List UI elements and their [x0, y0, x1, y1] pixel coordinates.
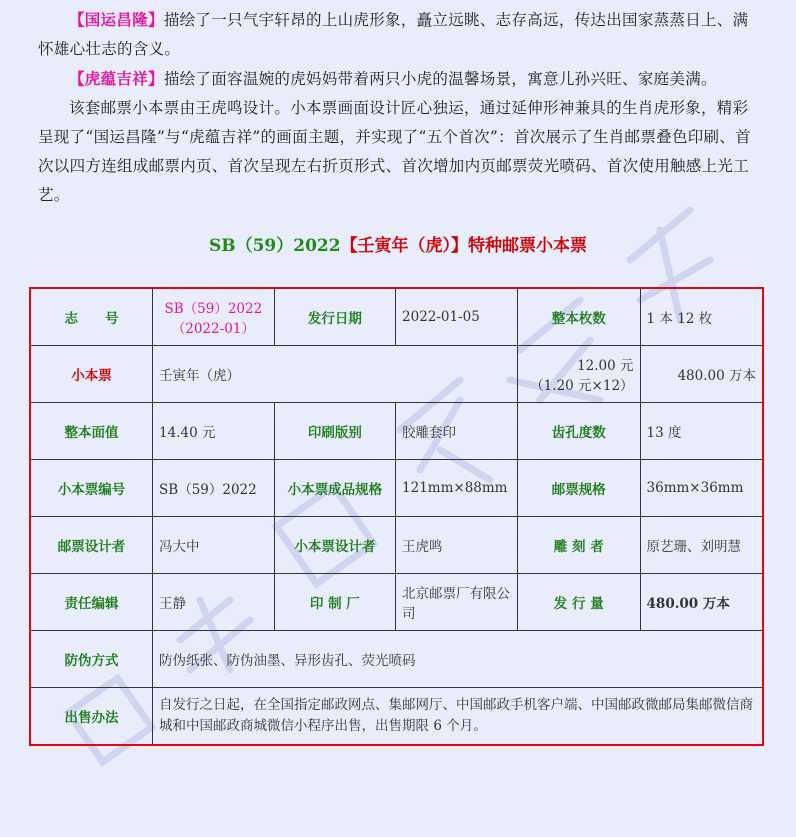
label-booklet: 小本票 — [30, 346, 153, 403]
label-issue-date: 发行日期 — [274, 288, 395, 346]
value-booklet-price — [517, 346, 640, 403]
label-stamp-designer: 邮票设计者 — [30, 517, 153, 574]
value-editor: 王静 — [153, 574, 275, 631]
value-anti-counterfeit: 防伪纸张、防伪油墨、异形齿孔、荧光喷码 — [153, 631, 763, 688]
stamp-info-table — [29, 287, 764, 746]
value-booklet-size: 121mm×88mm — [396, 460, 518, 517]
label-count: 整本枚数 — [517, 288, 640, 346]
title-prefix: SB（59）2022 — [208, 236, 341, 256]
label-print-method: 印刷版别 — [274, 403, 395, 460]
intro-paragraph-2 — [0, 64, 796, 94]
label-anti-counterfeit: 防伪方式 — [30, 631, 153, 688]
price-detail: （1.20 元×12） — [530, 378, 634, 394]
table-row — [30, 688, 763, 746]
intro-paragraph-3: 该套邮票小本票由王虎鸣设计。小本票画面设计匠心独运，通过延伸形神兼具的生肖虎形象，精彩呈现了“国运昌隆”与“虎蕴吉祥”的画面主题，并实现了“五个首次”：首次展示了生肖邮票叠色印刷、首次以四方连组成邮票内页、首次呈现左右折页形式、首次增加内页邮票荧光喷码、首次使用触感上光工艺。 — [38, 99, 751, 204]
table-row — [30, 346, 763, 403]
label-circulation: 发 行 量 — [517, 574, 640, 631]
serial-main: SB（59）2022 — [164, 301, 263, 317]
label-printer: 印 制 厂 — [274, 574, 395, 631]
serial-sub: （2022-01） — [171, 321, 255, 337]
label-stamp-size: 邮票规格 — [517, 460, 640, 517]
label-serial: 志 号 — [30, 288, 153, 346]
value-circulation: 480.00 万本 — [640, 574, 763, 631]
label-face-value: 整本面值 — [30, 403, 153, 460]
value-booklet-name: 壬寅年（虎） — [153, 346, 518, 403]
label-engraver: 雕 刻 者 — [517, 517, 640, 574]
table-row — [30, 517, 763, 574]
value-booklet-volume: 480.00 万本 — [640, 346, 763, 403]
intro-text-2: 描绘了面容温婉的虎妈妈带着两只小虎的温馨场景，寓意儿孙兴旺、家庭美满。 — [163, 70, 717, 88]
value-sales-method: 自发行之日起，在全国指定邮政网点、集邮网厅、中国邮政手机客户端、中国邮政微邮局集邮微信商城和中国邮政商城微信小程序出售，出售期限 6 个月。 — [153, 688, 763, 746]
value-stamp-size: 36mm×36mm — [640, 460, 763, 517]
label-booklet-designer: 小本票设计者 — [274, 517, 395, 574]
value-booklet-designer: 王虎鸣 — [396, 517, 518, 574]
value-printer: 北京邮票厂有限公司 — [396, 574, 518, 631]
table-row — [30, 631, 763, 688]
intro-text-1: 描绘了一只气宇轩昂的上山虎形象，矗立远眺、志存高远，传达出国家蒸蒸日上、满怀雄心壮志的含义。 — [38, 11, 749, 58]
title-highlight: 【壬寅年（虎）】特种邮票小本票 — [340, 236, 588, 256]
label-booklet-size: 小本票成品规格 — [274, 460, 395, 517]
value-serial — [153, 288, 275, 346]
theme-tag-1: 【国运昌隆】 — [69, 10, 164, 29]
table-row — [30, 574, 763, 631]
label-booklet-number: 小本票编号 — [30, 460, 153, 517]
value-count: 1 本 12 枚 — [640, 288, 763, 346]
booklet-title — [0, 230, 796, 262]
value-perforation: 13 度 — [640, 403, 763, 460]
intro-paragraph-1 — [0, 0, 796, 64]
value-booklet-number: SB（59）2022 — [153, 460, 275, 517]
value-face-value: 14.40 元 — [153, 403, 275, 460]
label-sales-method: 出售办法 — [30, 688, 153, 746]
table-row — [30, 403, 763, 460]
value-issue-date: 2022-01-05 — [396, 288, 518, 346]
label-editor: 责任编辑 — [30, 574, 153, 631]
value-print-method: 胶雕套印 — [396, 403, 518, 460]
value-stamp-designer: 冯大中 — [153, 517, 275, 574]
price-main: 12.00 元 — [577, 358, 634, 374]
table-row — [30, 288, 763, 346]
value-engraver: 原艺珊、刘明慧 — [640, 517, 763, 574]
theme-tag-2: 【虎蕴吉祥】 — [69, 69, 164, 88]
label-perforation: 齿孔度数 — [517, 403, 640, 460]
table-row — [30, 460, 763, 517]
